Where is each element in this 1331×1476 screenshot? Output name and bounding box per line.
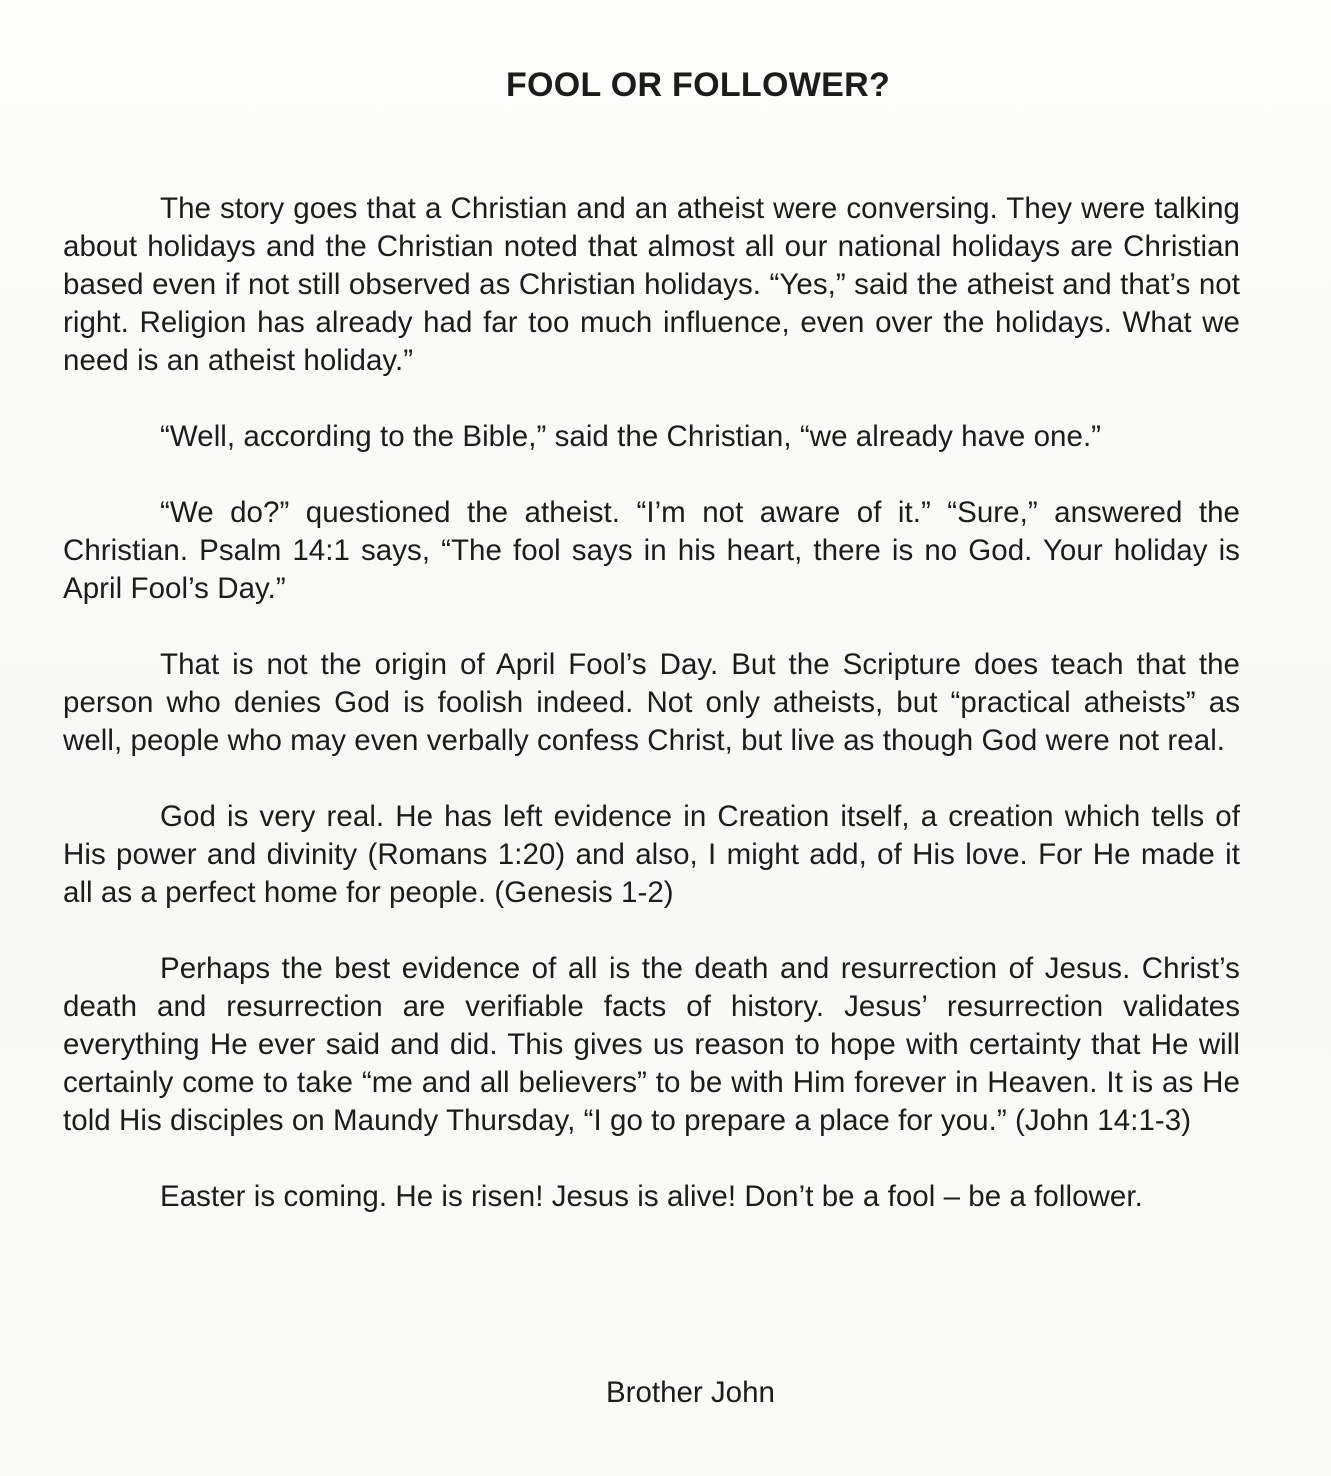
paragraph-easter: Easter is coming. He is risen! Jesus is alive! Don’t be a fool – be a follower. (160, 1180, 1143, 1213)
paragraph-god-real: God is very real. He has left evidence in Creation itself, a creation which tells of His power and divinity (Romans 1:20) and also, I might add, of His love. For He made it all as a perfect home for people. (Genesis 1-2) (63, 800, 1240, 909)
document-body (63, 190, 1240, 1254)
signature: Brother John (606, 1376, 775, 1409)
document-title: FOOL OR FOLLOWER? (505, 66, 891, 104)
paragraph-bible-reply: “Well, according to the Bible,” said the Christian, “we already have one.” (160, 420, 1102, 453)
paragraph-origin: That is not the origin of April Fool’s Day. But the Scripture does teach that the person who denies God is foolish indeed. Not only atheists, but “practical atheists” as well, people who may even verbally confess Christ, but live as though God were not real. (63, 648, 1240, 757)
paragraph-story: The story goes that a Christian and an atheist were conversing. They were talking about holidays and the Christian noted that almost all our national holidays are Christian based even if not still observed as Christian holidays. “Yes,” said the atheist and that’s not right. Religion has already had far too much influence, even over the holidays. What we need is an atheist holiday.” (63, 192, 1240, 377)
paragraph-psalm: “We do?” questioned the atheist. “I’m not aware of it.” “Sure,” answered the Christian. Psalm 14:1 says, “The fool says in his heart, there is no God. Your holiday is April Fool’s Day.” (63, 496, 1240, 605)
paragraph-resurrection: Perhaps the best evidence of all is the death and resurrection of Jesus. Christ’s death and resurrection are verifiable facts of history. Jesus’ resurrection validates everything He ever said and did. This gives us reason to hope with certainty that He will certainly come to take “me and all believers” to be with Him forever in Heaven. It is as He told His disciples on Maundy Thursday, “I go to prepare a place for you.” (John 14:1-3) (63, 952, 1240, 1137)
